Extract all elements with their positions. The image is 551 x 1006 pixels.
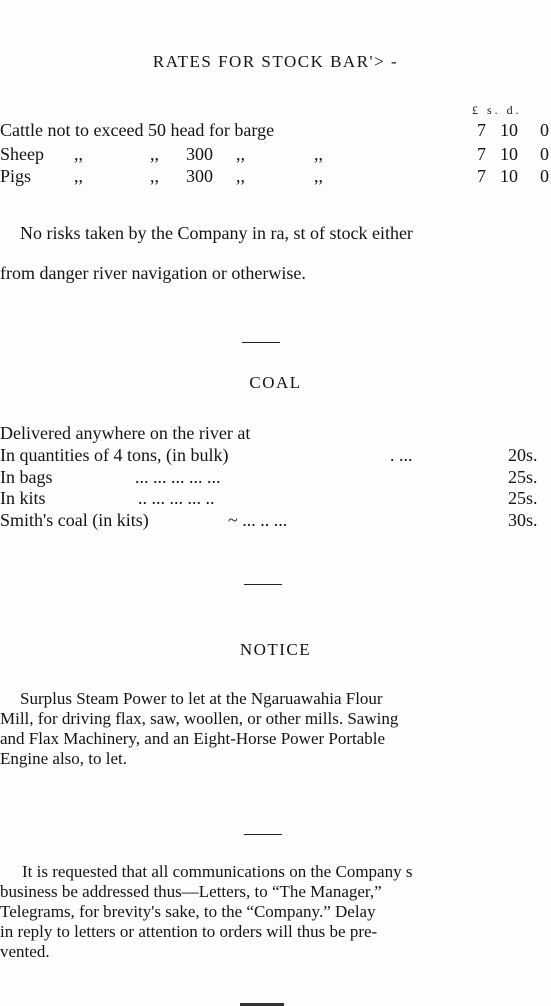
bottom-cut-fragment [240,996,284,1006]
stock-row-pence: 0 [540,144,549,164]
closing-line: vented. [0,942,50,961]
stock-rates-heading: RATES FOR STOCK BAR'> ‑ [152,52,399,71]
closing-line: business be addressed thus—Letters, to “The Manager,” [0,882,382,901]
coal-row-label: Smith's coal (in kits) [0,510,149,530]
ditto-mark: ,, [74,166,83,186]
stock-row-pence: 0 [540,166,549,186]
closing-line: in reply to letters or attention to orders will thus be pre- [0,922,378,941]
ditto-mark: ,, [236,144,245,164]
stock-row-pounds: 7 [477,120,486,140]
coal-row-price: 25s. [508,467,538,487]
ditto-mark: ,, [74,144,83,164]
coal-row [0,445,551,465]
stock-row-pounds: 7 [477,166,486,186]
stock-row-count: 300 [186,166,213,186]
section-divider [244,584,282,585]
stock-row-label: Sheep [0,144,44,164]
stock-row-label: Pigs [0,166,32,186]
stock-row-pigs [0,166,551,186]
ditto-mark: ,, [236,166,245,186]
notice-heading: NOTICE [239,640,312,659]
ditto-mark: ,, [314,144,323,164]
coal-row-price: 20s. [508,445,538,465]
coal-row-leaders: ... ... ... ... ... [135,467,221,487]
stock-note-line1: No risks taken by the Company in ra, st of stock either [20,223,413,243]
stock-note-line2: from danger river navigation or otherwise. [0,263,306,283]
ditto-mark: ,, [150,166,159,186]
ditto-mark: ,, [314,166,323,186]
coal-row [0,510,551,530]
coal-row-price: 30s. [508,510,538,530]
notice-line: Mill, for driving flax, saw, woollen, or other mills. Sawing [0,709,399,728]
stock-row-sheep [0,144,551,164]
notice-line: and Flax Machinery, and an Eight-Horse Power Portable [0,729,386,748]
currency-header: £ s. d. [472,103,522,117]
coal-row-leaders: ~ ... .. ... [228,510,288,530]
section-divider [242,342,280,343]
stock-row-pounds: 7 [477,144,486,164]
notice-line: Engine also, to let. [0,749,128,768]
notice-line: Surplus Steam Power to let at the Ngaruawahia Flour [20,689,383,708]
coal-row-price: 25s. [508,488,538,508]
coal-row-label: In kits [0,488,46,508]
stock-row-cattle [0,120,551,140]
stock-row-pence: 0 [540,120,549,140]
stock-row-label: Cattle not to exceed 50 head for barge [0,120,275,140]
coal-row-leaders: .. ... ... ... .. [138,488,215,508]
section-divider [244,834,282,835]
coal-row-leaders: . ... [390,445,413,465]
coal-row-label: In quantities of 4 tons, (in bulk) [0,445,229,465]
closing-line: It is requested that all communications on the Company s [22,862,413,881]
stock-row-shillings: 10 [500,144,518,164]
stock-row-count: 300 [186,144,213,164]
coal-intro: Delivered anywhere on the river at [0,423,251,443]
coal-row-label: In bags [0,467,53,487]
coal-heading: COAL [249,373,302,392]
stock-row-shillings: 10 [500,166,518,186]
ditto-mark: ,, [150,144,159,164]
coal-row [0,467,551,487]
coal-row [0,488,551,508]
closing-line: Telegrams, for brevity's sake, to the “Company.” Delay [0,902,376,921]
stock-row-shillings: 10 [500,120,518,140]
